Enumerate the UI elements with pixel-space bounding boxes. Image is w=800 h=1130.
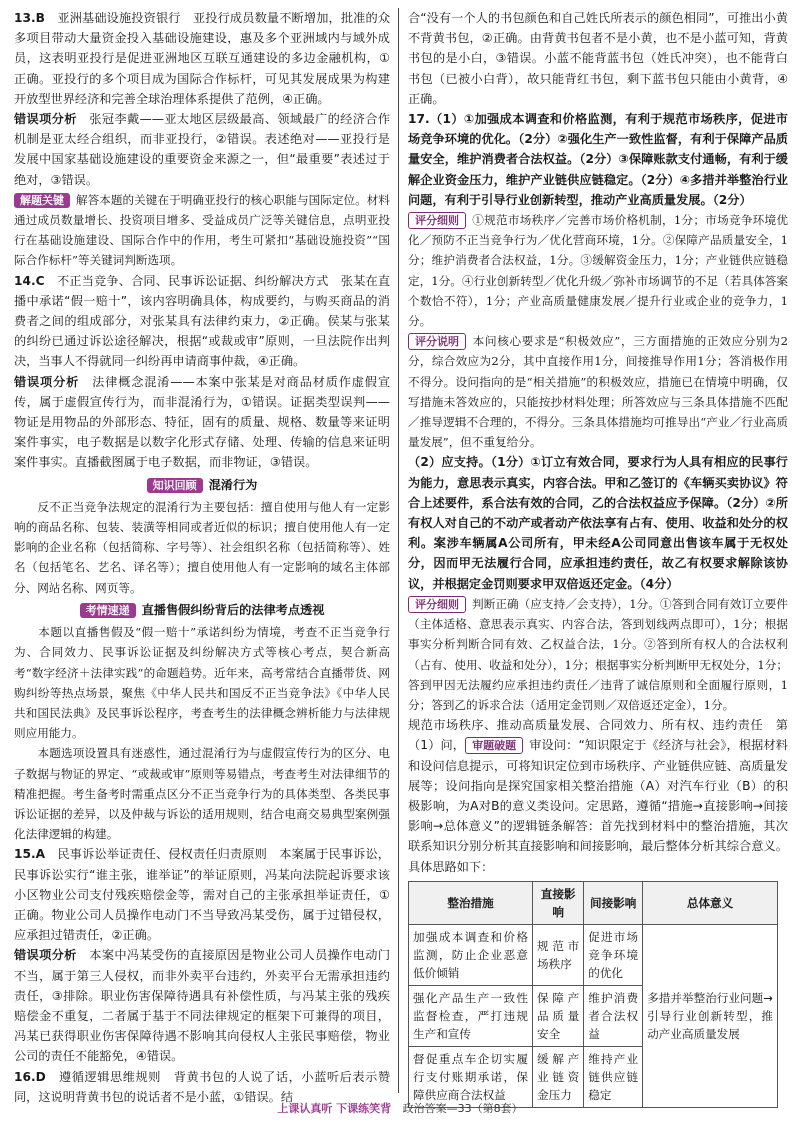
q13-answer: 13.B 亚洲基础设施投资银行 亚投行成员数量不断增加，批准的众多项目带动大量资金投入基础设施建设，惠及多个亚洲域内与域外成员，这表明亚投行是促进亚洲地区互联互通建设的多边金融机构，①正确。亚投行的多个项目成为国际合作标杆，可见其发展成果为构建开放型世界经济和完善全球治理体系提供了范例，④正确。 — [14, 11, 391, 106]
table-cell: 加强成本调查和价格监测，防止企业恶意低价倾销 — [409, 924, 533, 985]
q17-rubric-2: 评分细则 判断正确（应支持／会支持），1分。①答到合同有效订立要件（主体适格、意思表示真实、内容合法，答到划线两点即可），1分；根据事实分析判断合同有效、乙权益合法，1分。②答到所有权人的合法权利（占有、使用、收益和处分），1分；根据事实分析判断甲无权处分，1分；答到甲因无法履约应承担违约责任／违背了诚信原则和全面履行原则，1分；答到乙的诉求合法（适用定金罚则／双倍返还定金），1分。 — [408, 596, 788, 712]
table-header: 直接影响 — [533, 881, 584, 924]
table-cell-overall: 多措并举整治行业问题→引导行业创新转型，推动产业高质量发展 — [643, 924, 778, 1107]
q17-rubric-1: 评分细则 ①规范市场秩序／完善市场价格机制，1分；市场竞争环境优化／预防不正当竞争行为／优化营商环境，1分。②保障产品质量安全，1分；维护消费者合法权益，1分。③缓解资金压力，1分；产业链供应链稳定，1分。④行业创新转型／优化升级／弥补市场调节的不足（若具体答案个数恰不符），1分；产业高质量健康发展／提升行业或企业的竞争力，1分。 — [408, 213, 788, 329]
table-cell: 督促重点车企切实履行支付账期承诺，保障供应商合法权益 — [409, 1046, 533, 1107]
right-column — [408, 8, 788, 1108]
q17-rubric-note: 评分说明 本问核心要求是“积极效应”，三方面措施的正效应分别为2分，综合效应为2分，其中直接作用1分，间接推导作用1分；答消极作用不得分。设问指向的是“相关措施”的积极效应，措施已在情境中明确，仅写措施未答效应的，只能按抄材料处理；所答效应与三条具体措施不匹配／推导逻辑不合理的，不得分。三条具体措施均可推导出“产业／行业高质量发展”，但不重复给分。 — [408, 334, 788, 450]
q15-error-analysis: 错误项分析 本案中冯某受伤的直接原因是物业公司人员操作电动门不当，属于第三人侵权，而非外卖平台违约，外卖平台无需承担违约责任，③排除。职业伤害保障待遇具有补偿性质，与冯某主张的残疾赔偿金不重复，二者属于基于不同法律规定的框架下可兼得的项目，冯某已获得职业伤害保障待遇不影响其向侵权人主张民事赔偿，物业公司的责任不能豁免，④错误。 — [14, 948, 391, 1064]
context-title: 考情速递 直播售假纠纷背后的法律考点透视 — [14, 600, 390, 620]
knowledge-tag: 知识回顾 — [147, 478, 203, 493]
table-cell: 规范市场秩序 — [533, 924, 584, 985]
note-tag: 评分说明 — [408, 333, 466, 350]
page-footer — [0, 1100, 800, 1116]
page-number: 政治答案—33（第8套） — [402, 1102, 523, 1115]
table-cell: 维持产业链供应链稳定 — [584, 1046, 643, 1107]
q16-answer: 16.D 遵循逻辑思维规则 背黄书包的人说了话，小蓝听后表示赞同，这说明背黄书包的说话者不是小蓝，①错误。结 — [14, 1069, 391, 1104]
left-column — [14, 8, 390, 1107]
q13-error-analysis: 错误项分析 张冠李戴——亚太地区层级最高、领域最广的经济合作机制是亚太经合组织，而非亚投行，②错误。表述绝对——亚投行是发展中国家基础设施建设的重要资金来源之一，但“最重要”表述过于绝对，③错误。 — [14, 112, 391, 187]
q13-key-box: 解题关键 解答本题的关键在于明确亚投行的核心职能与国际定位。材料通过成员数量增长、投资项目增多、受益成员广泛等关键信息，点明亚投行在基础设施建设、国际合作中的作用，考生可紧扣“基础设施投资”“国际合作标杆”等关键词判断选项。 — [14, 192, 390, 268]
table-row — [409, 924, 778, 985]
brand-logo: 上课认真听 下课练笑背 — [277, 1102, 392, 1115]
table-cell: 强化产品生产一致性监督检查，严打违规生产和宣传 — [409, 985, 533, 1046]
knowledge-review-body: 反不正当竞争法规定的混淆行为主要包括：擅自使用与他人有一定影响的商品名称、包装、装潢等相同或者近似的标识；擅自使用他人有一定影响的企业名称（包括简称、字号等）、社会组织名称（包括简称等）、姓名（包括笔名、艺名、译名等）；擅自使用他人有一定影响的域名主体部分、网站名称、网页等。 — [14, 499, 390, 595]
q14-answer: 14.C 不正当竞争、合同、民事诉讼证据、纠纷解决方式 张某在直播中承诺“假一赔十”，该内容明确具体，构成要约，与购买商品的消费者之间的组成部分，对张某具有法律约束力，②正确。侯某与张某的纠纷已通过诉讼途径解决，根据“或裁或审”原则，一旦法院作出判决，当事人不得就同一纠纷再申请商事仲裁，④正确。 — [14, 273, 391, 369]
context-body-1: 本题以直播售假及“假一赔十”承诺纠纷为情境，考查不正当竞争行为、合同效力、民事诉讼证据及纠纷解决方式等核心考点，契合新高考“数字经济＋法律实践”的命题趋势。近年来，高考常结合直播带货、网购纠纷等热点场景，聚焦《中华人民共和国反不正当竞争法》《中华人民共和国民法典》及民事诉讼程序，考查考生的法律概念辨析能力与法律规则应用能力。 — [14, 625, 390, 741]
table-cell: 保障产品质量安全 — [533, 985, 584, 1046]
rubric-tag-2: 评分细则 — [408, 596, 466, 613]
table-header: 整治措施 — [409, 881, 533, 924]
rubric-tag: 评分细则 — [408, 212, 466, 229]
q17-answer-2: （2）应支持。（1分）①订立有效合同，要求行为人具有相应的民事行为能力，意思表示真实，内容合法。甲和乙签订的《车辆买卖协议》符合上述要件，系合法有效的合同，乙的合法权益应予保障。（2分）②所有权人对自己的不动产或者动产依法享有占有、使用、收益和处分的权利。案涉车辆属A公司所有，甲未经A公司同意出售该车属于无权处分，因而甲无法履行合同，应承担违约责任，故乙有权要求解除该协议，并根据定金罚则要求甲双倍返还定金。（4分） — [408, 455, 788, 591]
thinking-table — [408, 881, 778, 1108]
key-tag: 解题关键 — [14, 193, 70, 208]
table-cell: 维护消费者合法权益 — [584, 985, 643, 1046]
q14-error-analysis: 错误项分析 法律概念混淆——本案中张某是对商品材质作虚假宣传，属于虚假宣传行为，而非混淆行为，①错误。证据类型误判——物证是用物品的外部形态、特征，固有的质量、规格、数量等来证明案件事实，电子数据是以数字化形式存储、处理、传输的信息来证明案件事实。直播截图属于电子数据，而非物证，③错误。 — [14, 374, 391, 470]
q17-analysis: 规范市场秩序、推动高质量发展、合同效力、所有权、违约责任 第（1）问， 审题破题 审设问：“知识限定于《经济与社会》，根据材料和设问信息提示，可将知识定位到市场秩序、产业链供应链、高质量发展等；设问指向是探究国家相关整治措施（A）对汽车行业（B）的积极影响，为A对B的意义类设问。定思路，遵循“措施→直接影响→间接影响→总体意义”的逻辑链条解答：首先找到材料中的整治措施，其次联系知识分别分析其直接影响和间接影响，最后整体分析其综合意义。具体思路如下： — [408, 718, 788, 874]
context-body-2: 本题选项设置具有迷惑性，通过混淆行为与虚假宣传行为的区分、电子数据与物证的界定、“或裁或审”原则等易错点，考查考生对法律细节的精准把握。考生备考时需重点区分不正当竞争行为的具体类型、各类民事诉讼证据的差异，以及仲裁与诉讼的适用规则，结合电商交易典型案例强化法律逻辑的构建。 — [14, 746, 390, 842]
column-divider — [398, 8, 399, 1093]
table-cell: 缓解产业链资金压力 — [533, 1046, 584, 1107]
knowledge-review-title: 知识回顾 混淆行为 — [14, 475, 390, 495]
q16-continuation: 合“没有一个人的书包颜色和自己姓氏所表示的颜色相同”，可推出小黄不背黄书包，②正确。由背黄书包者不是小黄，也不是小蓝可知，背黄书包的是小白，③错误。小蓝不能背蓝书包（姓氏冲突），也不能背白书包（已被小白背），故只能背红书包，剩下蓝书包只能由小黄背，④正确。 — [408, 11, 788, 106]
table-cell: 促进市场竞争环境的优化 — [584, 924, 643, 985]
analysis-tag: 审题破题 — [465, 737, 523, 754]
table-header-row — [409, 881, 778, 924]
table-header: 间接影响 — [584, 881, 643, 924]
q15-answer: 15.A 民事诉讼举证责任、侵权责任归责原则 本案属于民事诉讼，民事诉讼实行“谁主张，谁举证”的举证原则，冯某向法院起诉要求该小区物业公司支付残疾赔偿金等，需对自己的主张承担举证责任，①正确。物业公司人员操作电动门不当导致冯某受伤，属于过错侵权，应承担过错责任，②正确。 — [14, 847, 390, 943]
q17-answer-1: 17.（1）①加强成本调查和价格监测，有利于规范市场秩序，促进市场竞争环境的优化。（2分）②强化生产一致性监督，有利于保障产品质量安全，维护消费者合法权益。（2分）③保障账款支付通畅，有利于缓解企业资金压力，维护产业链供应链稳定。（2分）④多措并举整治行业问题，有利于引导行业创新转型，推动产业高质量发展。（2分） — [408, 112, 788, 207]
table-header: 总体意义 — [643, 881, 778, 924]
context-tag: 考情速递 — [80, 603, 136, 618]
